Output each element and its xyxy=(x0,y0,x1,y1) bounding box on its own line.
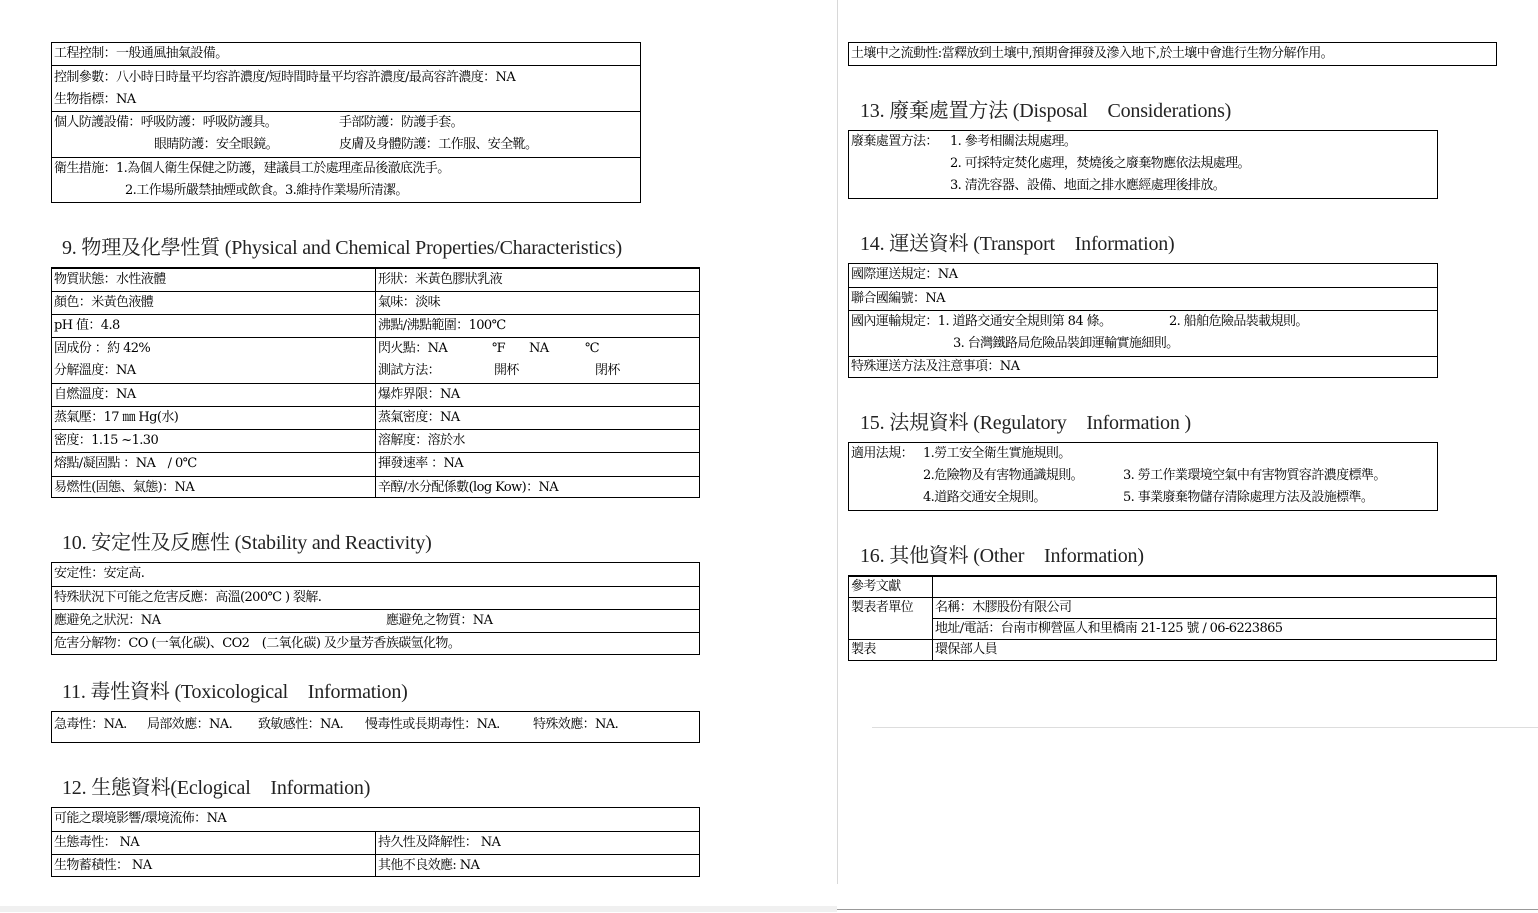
disposal-label: 廢棄處置方法： xyxy=(851,134,938,149)
section-9-heading: 9. 物理及化學性質 (Physical and Chemical Properties/Characteristics) xyxy=(62,237,622,259)
section-14-heading: 14. 運送資料 (Transport Information) xyxy=(860,233,1175,255)
table-row xyxy=(52,632,699,654)
property-cell: pH 值：4.8 xyxy=(54,318,120,333)
property-cell: 沸點/沸點範圍：100℃ xyxy=(378,318,506,333)
property-cell: 溶解度：溶於水 xyxy=(378,433,465,448)
table-row xyxy=(52,854,699,876)
property-cell: 測試方法： xyxy=(378,363,441,378)
table-row xyxy=(849,356,1437,377)
preparer-name: 名稱：木膠股份有限公司 xyxy=(935,600,1072,615)
table-row xyxy=(849,310,1437,356)
unit-fahrenheit: ℉ xyxy=(492,341,506,356)
section-13-heading: 13. 廢棄處置方法 (Disposal Considerations) xyxy=(860,100,1232,122)
table-row xyxy=(849,576,1496,597)
prepared-by-value: 環保部人員 xyxy=(935,642,998,657)
property-cell: 氣味：淡味 xyxy=(378,295,441,310)
exposure-controls-table xyxy=(51,42,641,203)
property-cell: 揮發速率 ：NA xyxy=(378,456,464,471)
table-row xyxy=(52,831,699,854)
column-divider xyxy=(375,832,376,854)
table-row xyxy=(849,264,1437,287)
regulation-item: 3. 勞工作業環境空氣中有害物質容許濃度標準。 xyxy=(1123,468,1386,483)
page-divider xyxy=(837,0,838,884)
disposal-item: 3. 清洗容器、設備、地面之排水應經處理後排放。 xyxy=(950,178,1226,193)
section-15-heading: 15. 法規資料 (Regulatory Information ) xyxy=(860,412,1191,434)
control-params-row xyxy=(52,65,640,111)
section-11-heading: 11. 毒性資料 (Toxicological Information) xyxy=(62,681,408,703)
decomposition-text: 危害分解物：CO (一氧化碳)、CO2 (二氧化碳) 及少量芳香族碳氫化物。 xyxy=(54,636,461,651)
table-row xyxy=(52,406,699,429)
prepared-by-label: 製表 xyxy=(851,642,876,657)
regulatory-label: 適用法規： xyxy=(851,446,914,461)
open-cup-label: 開杯 xyxy=(494,363,519,378)
property-cell: 固成份 ：約 42% xyxy=(54,341,151,356)
bio-index: 生物指標：NA xyxy=(54,92,136,107)
toxicology-table xyxy=(51,711,700,743)
property-cell: 物質狀態：水性液體 xyxy=(54,272,166,287)
property-cell: 蒸氣密度：NA xyxy=(378,410,460,425)
ppe-row xyxy=(52,111,640,157)
table-row xyxy=(849,287,1437,310)
transport-table xyxy=(848,263,1438,378)
regulation-item: 1.勞工安全衛生實施規則。 xyxy=(923,446,1071,461)
table-row xyxy=(52,476,699,499)
avoid-materials-text: 應避免之物質：NA xyxy=(386,613,493,628)
regulatory-table xyxy=(848,442,1438,511)
property-cell: 熔點/凝固點 ：NA / 0℃ xyxy=(54,456,197,471)
ppe-hand: 手部防護：防護手套。 xyxy=(339,115,464,130)
soil-mobility-table xyxy=(848,42,1497,66)
property-cell: 爆炸界限：NA xyxy=(378,387,460,402)
page-bottom-edge xyxy=(837,909,1538,913)
property-cell: 顏色：米黃色液體 xyxy=(54,295,154,310)
table-row xyxy=(52,429,699,452)
acute-toxicity: 急毒性：NA. xyxy=(54,717,127,732)
table-row xyxy=(52,452,699,476)
hygiene-row xyxy=(52,157,640,202)
domestic-transport: 2. 船舶危險品裝載規則。 xyxy=(1169,314,1308,329)
property-cell: NA xyxy=(529,341,549,356)
ppe-eye: 眼睛防護：安全眼鏡。 xyxy=(154,137,279,152)
other-info-table xyxy=(848,575,1497,661)
hazardous-reaction-text: 特殊狀況下可能之危害反應：高溫(200℃ ) 裂解. xyxy=(54,590,322,605)
unit-celsius: ℃ xyxy=(585,341,599,356)
disposal-table xyxy=(848,130,1438,199)
hygiene-line-2: 2.工作場所嚴禁抽煙或飲食。3.維持作業場所清潔。 xyxy=(125,183,408,198)
local-effects: 局部效應：NA. xyxy=(147,717,233,732)
un-number: 聯合國編號：NA xyxy=(851,291,945,306)
ppe-respiratory: 個人防護設備：呼吸防護：呼吸防護具。 xyxy=(54,115,278,130)
international-transport: 國際運送規定：NA xyxy=(851,267,958,282)
page-bottom-edge xyxy=(0,906,837,912)
persistence-text: 持久性及降解性： NA xyxy=(378,835,501,850)
table-row xyxy=(52,808,699,831)
special-transport: 特殊運送方法及注意事項：NA xyxy=(851,359,1020,374)
property-cell: 蒸氣壓：17 ㎜ Hg(水) xyxy=(54,410,179,425)
domestic-transport: 國內運輸規定：1. 道路交通安全規則第 84 條。 xyxy=(851,314,1112,329)
special-effects: 特殊效應：NA. xyxy=(533,717,619,732)
property-cell: 辛醇/水分配係數(log Kow)：NA xyxy=(378,480,559,495)
disposal-item: 2. 可採特定焚化處理，焚燒後之廢棄物應依法規處理。 xyxy=(950,156,1250,171)
engineering-control: 工程控制：一般通風抽氣設備。 xyxy=(54,46,228,61)
engineering-control-row xyxy=(52,43,640,65)
control-params: 控制參數：八小時日時量平均容許濃度/短時間時量平均容許濃度/最高容許濃度：NA xyxy=(54,70,516,85)
column-divider xyxy=(375,855,376,876)
eco-toxicity-text: 生態毒性： NA xyxy=(54,835,140,850)
ppe-skin: 皮膚及身體防護：工作服、安全靴。 xyxy=(339,137,538,152)
table-row xyxy=(52,586,699,609)
table-row xyxy=(52,609,699,632)
page-footer-rule xyxy=(872,727,1538,728)
disposal-item: 1. 參考相關法規處理。 xyxy=(950,134,1077,149)
property-cell: 自燃溫度：NA xyxy=(54,387,136,402)
table-row xyxy=(52,291,699,314)
section-16-heading: 16. 其他資料 (Other Information) xyxy=(860,545,1144,567)
stability-text: 安定性：安定高. xyxy=(54,566,145,581)
preparer-label: 製表者單位 xyxy=(851,600,914,615)
physical-properties-table xyxy=(51,267,700,498)
domestic-transport: 3. 台灣鐵路局危險品裝卸運輸實施細則。 xyxy=(953,336,1179,351)
ecology-table xyxy=(51,807,700,877)
regulation-item: 5. 事業廢棄物儲存清除處理方法及設施標準。 xyxy=(1123,490,1374,505)
table-row xyxy=(52,268,699,291)
soil-mobility-text: 土壤中之流動性:當釋放到土壤中,預期會揮發及滲入地下,於土壤中會進行生物分解作用。 xyxy=(851,46,1334,61)
env-impact-text: 可能之環境影響/環境流佈：NA xyxy=(54,811,227,826)
regulation-item: 2.危險物及有害物通識規則。 xyxy=(923,468,1084,483)
references-label: 參考文獻 xyxy=(851,579,901,594)
table-row xyxy=(849,639,1496,660)
preparer-address: 地址/電話：台南市柳營區人和里橋南 21-125 號 / 06-6223865 xyxy=(935,621,1283,636)
table-row xyxy=(52,337,699,383)
avoid-conditions-text: 應避免之狀況：NA xyxy=(54,613,161,628)
regulation-item: 4.道路交通安全規則。 xyxy=(923,490,1046,505)
bioaccumulation-text: 生物蓄積性： NA xyxy=(54,858,152,873)
section-12-heading: 12. 生態資料(Eclogical Information) xyxy=(62,777,371,799)
table-row xyxy=(849,597,1496,639)
sensitization: 致敏感性：NA. xyxy=(258,717,344,732)
table-row xyxy=(52,563,699,586)
section-10-heading: 10. 安定性及反應性 (Stability and Reactivity) xyxy=(62,532,432,554)
property-cell: 密度：1.15 ~1.30 xyxy=(54,433,159,448)
property-cell: 分解溫度：NA xyxy=(54,363,136,378)
chronic-toxicity: 慢毒性或長期毒性：NA. xyxy=(365,717,500,732)
table-row xyxy=(52,383,699,406)
property-cell: 形狀：米黃色膠狀乳液 xyxy=(378,272,503,287)
property-cell: 閃火點：NA xyxy=(378,341,448,356)
closed-cup-label: 閉杯 xyxy=(595,363,620,378)
table-row xyxy=(52,314,699,337)
other-effects-text: 其他不良效應: NA xyxy=(378,858,480,873)
hygiene-line-1: 衛生措施：1.為個人衛生保健之防護，建議員工於處理產品後澈底洗手。 xyxy=(54,161,450,176)
property-cell: 易燃性(固態、氣態)：NA xyxy=(54,480,195,495)
stability-table xyxy=(51,562,700,655)
